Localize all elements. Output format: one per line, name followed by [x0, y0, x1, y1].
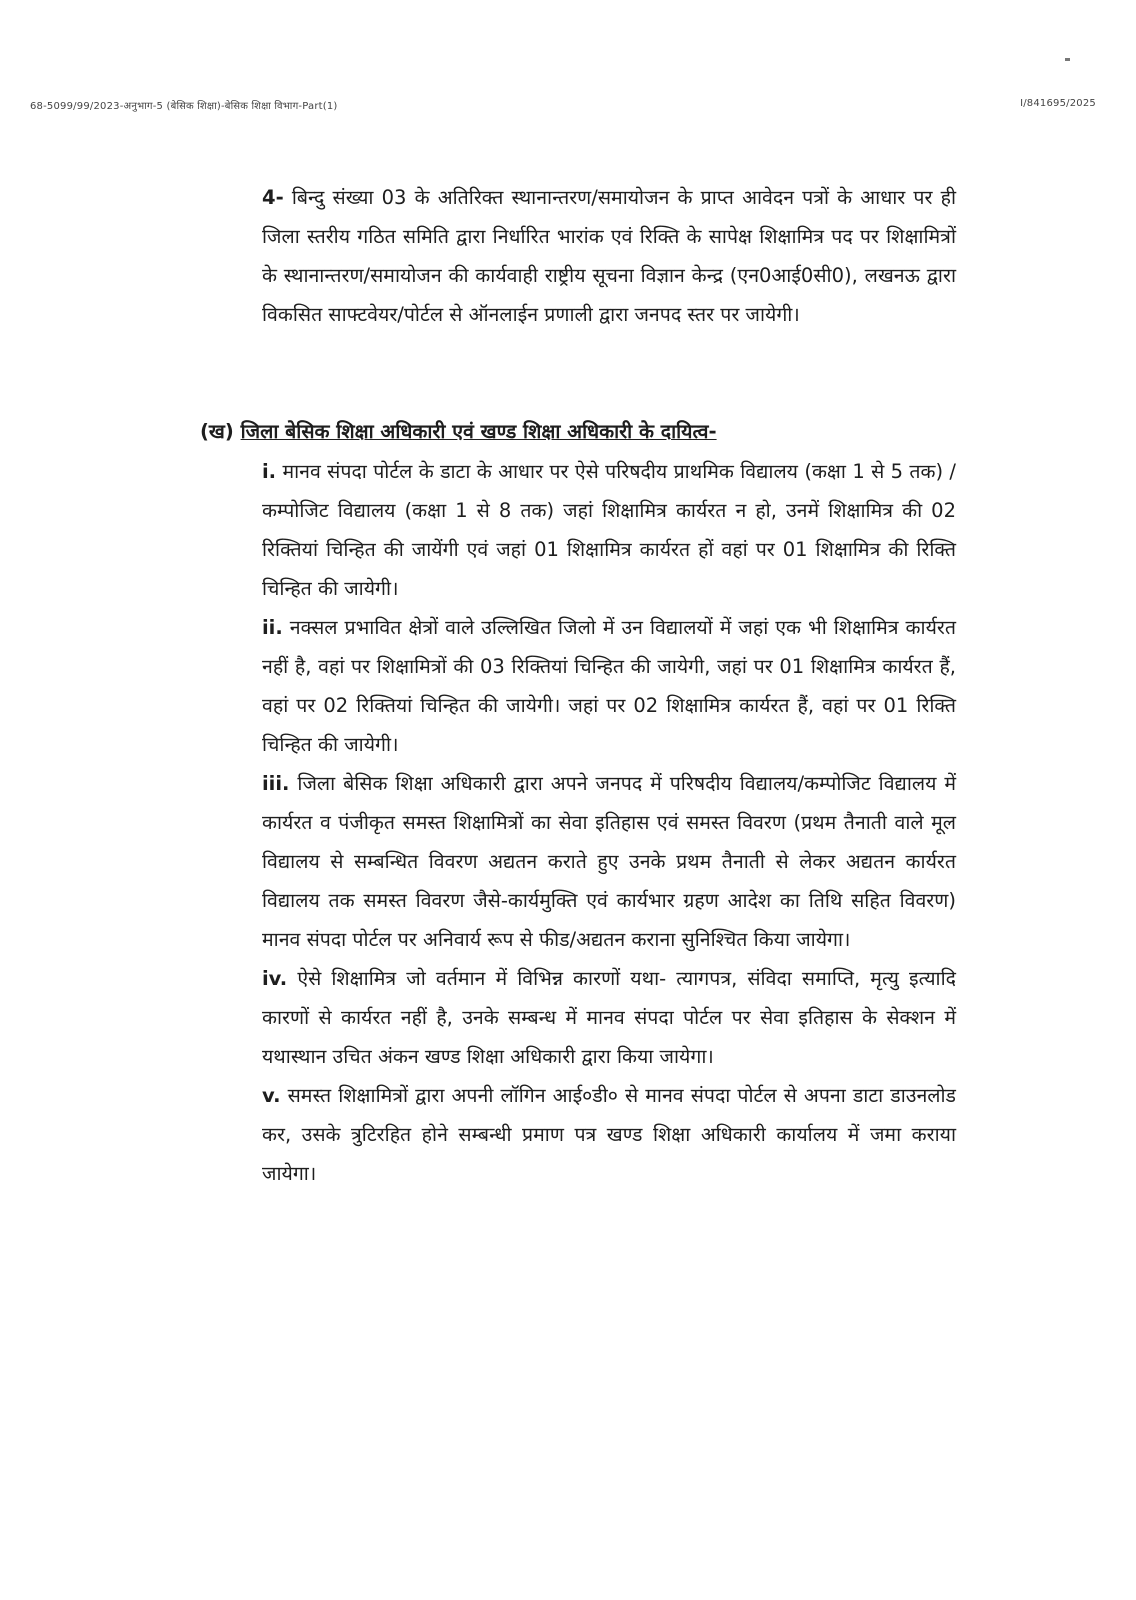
- list-item: [262, 959, 956, 1076]
- section-b-heading: [200, 412, 960, 451]
- scan-mark: [1065, 58, 1070, 61]
- point-4-text: बिन्दु संख्या 03 के अतिरिक्त स्थानान्तरण/समायोजन के प्राप्त आवेदन पत्रों के आधार पर ही जिला स्तरीय गठित समिति द्वारा निर्धारित भारांक एवं रिक्ति के सापेक्ष शिक्षामित्र पद पर शिक्षामित्रों के स्थानान्तरण/समायोजन की कार्यवाही राष्ट्रीय सूचना विज्ञान केन्द्र (एन0आई0सी0), लखनऊ द्वारा विकसित साफ्टवेयर/पोर्टल से ऑनलाईन प्रणाली द्वारा जनपद स्तर पर जायेगी।: [262, 186, 956, 326]
- item-marker: iii.: [262, 772, 290, 795]
- list-item: [262, 608, 956, 764]
- item-text: नक्सल प्रभावित क्षेत्रों वाले उल्लिखित जिलो में उन विद्यालयों में जहां एक भी शिक्षामित्र कार्यरत नहीं है, वहां पर शिक्षामित्रों की 03 रिक्तियां चिन्हित की जायेगी, जहां पर 01 शिक्षामित्र कार्यरत हैं, वहां पर 02 रिक्तियां चिन्हित की जायेगी। जहां पर 02 शिक्षामित्र कार्यरत हैं, वहां पर 01 रिक्ति चिन्हित की जायेगी।: [262, 616, 956, 756]
- section-b-title: जिला बेसिक शिक्षा अधिकारी एवं खण्ड शिक्षा अधिकारी के दायित्व-: [240, 420, 717, 443]
- item-text: जिला बेसिक शिक्षा अधिकारी द्वारा अपने जनपद में परिषदीय विद्यालय/कम्पोजिट विद्यालय में कार्यरत व पंजीकृत समस्त शिक्षामित्रों का सेवा इतिहास एवं समस्त विवरण (प्रथम तैनाती वाले मूल विद्यालय से सम्बन्धित विवरण अद्यतन कराते हुए उनके प्रथम तैनाती से लेकर अद्यतन कार्यरत विद्यालय तक समस्त विवरण जैसे-कार्यमुक्ति एवं कार्यभार ग्रहण आदेश का तिथि सहित विवरण) मानव संपदा पोर्टल पर अनिवार्य रूप से फीड/अद्यतन कराना सुनिश्चित किया जायेगा।: [262, 772, 956, 951]
- point-4-number: 4-: [262, 186, 284, 209]
- item-text: ऐसे शिक्षामित्र जो वर्तमान में विभिन्न कारणों यथा- त्यागपत्र, संविदा समाप्ति, मृत्यु इत्यादि कारणों से कार्यरत नहीं है, उनके सम्बन्ध में मानव संपदा पोर्टल पर सेवा इतिहास के सेक्शन में यथास्थान उचित अंकन खण्ड शिक्षा अधिकारी द्वारा किया जायेगा।: [262, 967, 956, 1068]
- item-text: मानव संपदा पोर्टल के डाटा के आधार पर ऐसे परिषदीय प्राथमिक विद्यालय (कक्षा 1 से 5 तक) /कम्पोजिट विद्यालय (कक्षा 1 से 8 तक) जहां शिक्षामित्र कार्यरत न हो, उनमें शिक्षामित्र की 02 रिक्तियां चिन्हित की जायेंगी एवं जहां 01 शिक्षामित्र कार्यरत हों वहां पर 01 शिक्षामित्र की रिक्ति चिन्हित की जायेगी।: [262, 460, 956, 600]
- responsibilities-list: [262, 452, 956, 1193]
- item-marker: i.: [262, 460, 277, 483]
- item-text: समस्त शिक्षामित्रों द्वारा अपनी लॉगिन आई०डी० से मानव संपदा पोर्टल से अपना डाटा डाउनलोड कर, उसके त्रुटिरहित होने सम्बन्धी प्रमाण पत्र खण्ड शिक्षा अधिकारी कार्यालय में जमा कराया जायेगा।: [262, 1084, 956, 1185]
- document-id: I/841695/2025: [1020, 98, 1096, 109]
- item-marker: iv.: [262, 967, 288, 990]
- list-item: [262, 1076, 956, 1193]
- section-b-marker: (ख): [200, 420, 234, 443]
- list-item: [262, 764, 956, 959]
- point-4-paragraph: [262, 178, 956, 334]
- item-marker: ii.: [262, 616, 283, 639]
- item-marker: v.: [262, 1084, 281, 1107]
- list-item: [262, 452, 956, 608]
- file-reference-number: 68-5099/99/2023-अनुभाग-5 (बेसिक शिक्षा)-बेसिक शिक्षा विभाग-Part(1): [30, 101, 338, 112]
